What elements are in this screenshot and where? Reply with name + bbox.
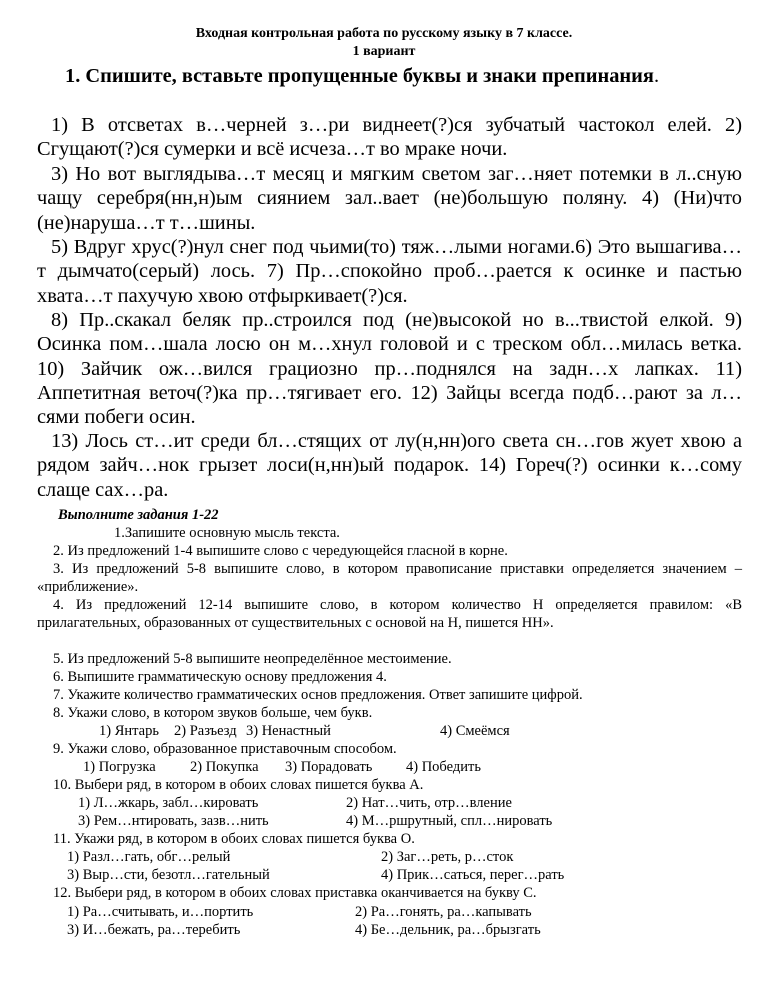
q12-option-2: 2) Ра…гонять, ра…капывать	[355, 904, 532, 920]
q8-option-1: 1) Янтарь	[99, 723, 159, 739]
q10-option-4: 4) М…ршрутный, спл…нировать	[346, 813, 553, 829]
q10-option-1: 1) Л…жкарь, забл…кировать	[78, 795, 259, 811]
text-paragraph-4	[37, 308, 742, 429]
q12-option-4: 4) Бе…дельник, ра…брызгать	[355, 922, 541, 938]
paragraph-text: 8) Пр..скакал беляк пр..строился под (не)высокой но в...твистой елкой. 9) Осинка пом…шала лосю он м…хнул головой и с треском обл…милась ветка. 10) Зайчик ож…вился грациозно пр…поднялся на задн…х лапках. 11) Аппетитная веточ(?)ка пр…тягивает его. 12) Зайцы всегда подб…рают за л…сями побеги осин.	[37, 309, 742, 429]
question-9: 9. Укажи слово, образованное приставочным способом.	[53, 741, 397, 757]
task1-instruction	[37, 64, 742, 88]
question-3: 3. Из предложений 5-8 выпишите слово, в котором правописание приставки определяется значением – «приближение».	[37, 561, 742, 595]
text-paragraph-1	[37, 113, 742, 162]
q8-option-4: 4) Смеёмся	[440, 723, 510, 739]
q9-option-3: 3) Порадовать	[285, 759, 373, 775]
question-5: 5. Из предложений 5-8 выпишите неопределённое местоимение.	[53, 651, 452, 667]
variant-label: 1 вариант	[352, 44, 416, 59]
q8-option-3: 3) Ненастный	[246, 723, 331, 739]
q8-option-2: 2) Разъезд	[174, 723, 237, 739]
question-6: 6. Выпишите грамматическую основу предложения 4.	[53, 669, 387, 685]
question-4: 4. Из предложений 12-14 выпишите слово, в котором количество Н определяется правилом: «В прилагательных, образованных от существительных с основой на Н, пишется НН».	[37, 597, 742, 631]
q10-option-3: 3) Рем…нтировать, зазв…нить	[78, 813, 269, 829]
question-7: 7. Укажите количество грамматических основ предложения. Ответ запишите цифрой.	[53, 687, 583, 703]
task1-instruction-end: .	[653, 65, 660, 87]
q11-option-4: 4) Прик…саться, перег…рать	[381, 867, 565, 883]
q11-option-1: 1) Разл…гать, обг…релый	[67, 849, 231, 865]
q9-option-4: 4) Победить	[406, 759, 481, 775]
question-12: 12. Выбери ряд, в котором в обоих словах приставка оканчивается на букву С.	[53, 885, 537, 901]
question-1: 1.Запишите основную мысль текста.	[114, 525, 340, 541]
task1-instruction-text: 1. Спишите, вставьте пропущенные буквы и знаки препинания	[65, 65, 654, 87]
q10-option-2: 2) Нат…чить, отр…вление	[346, 795, 512, 811]
text-paragraph-5	[37, 429, 742, 502]
document-title: Входная контрольная работа по русскому языку в 7 классе.	[195, 26, 573, 41]
q9-option-1: 1) Погрузка	[83, 759, 156, 775]
paragraph-text: 3) Но вот выглядыва…т месяц и мягким светом заг…няет потемки в л..сную чащу серебря(нн,н)ым сиянием зал..вает (не)большую поляну. 4) (Ни)что (не)наруша…т т…шины.	[37, 163, 742, 234]
paragraph-text: 1) В отсветах в…черней з…ри виднеет(?)ся зубчатый частокол елей. 2) Сгущают(?)ся сумерки и всё исчеза…т во мраке ночи.	[37, 114, 742, 161]
question-10: 10. Выбери ряд, в котором в обоих словах пишется буква А.	[53, 777, 424, 793]
q9-option-2: 2) Покупка	[190, 759, 259, 775]
text-paragraph-3	[37, 235, 742, 308]
question-11: 11. Укажи ряд, в котором в обоих словах пишется буква О.	[53, 831, 415, 847]
paragraph-text: 13) Лось ст…ит среди бл…стящих от лу(н,нн)ого света сн…гов жует хвою а рядом зайч…нок грызет лоси(н,нн)ый подарок. 14) Гореч(?) осинки к…сому слаще сах…ра.	[37, 430, 742, 501]
question-8: 8. Укажи слово, в котором звуков больше, чем букв.	[53, 705, 373, 721]
question-2: 2. Из предложений 1-4 выпишите слово с чередующейся гласной в корне.	[53, 543, 508, 559]
q11-option-2: 2) Заг…реть, р…сток	[381, 849, 514, 865]
tasks-subtitle: Выполните задания 1-22	[58, 507, 219, 523]
q12-option-1: 1) Ра…считывать, и…портить	[67, 904, 254, 920]
paragraph-text: 5) Вдруг хрус(?)нул снег под чьими(то) тяж…лыми ногами.6) Это вышагива…т дымчато(серый) лось. 7) Пр…спокойно проб…рается к осинке и пастью хвата…т пахучую хвою отфыркивает(?)ся.	[37, 236, 742, 307]
q11-option-3: 3) Выр…сти, безотл…гательный	[67, 867, 270, 883]
q12-option-3: 3) И…бежать, ра…теребить	[67, 922, 241, 938]
text-paragraph-2	[37, 162, 742, 235]
